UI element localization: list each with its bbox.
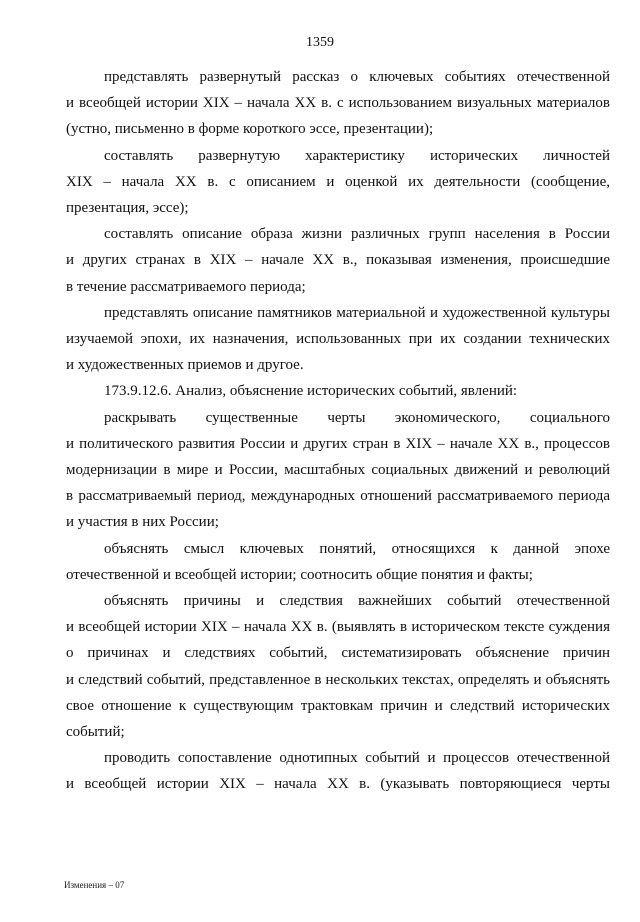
text-line: составлять описание образа жизни различных групп населения в России bbox=[104, 226, 610, 243]
paragraph bbox=[66, 378, 610, 404]
text-line: 173.9.12.6. Анализ, объяснение исторических событий, явлений: bbox=[104, 383, 518, 400]
text-line: проводить сопоставление однотипных событий и процессов отечественной bbox=[104, 750, 610, 767]
text-line: и всеобщей истории XIX – начала XX в. с использованием визуальных материалов bbox=[66, 95, 610, 112]
text-line: представлять описание памятников материальной и художественной культуры bbox=[104, 304, 610, 321]
text-line: событий; bbox=[66, 724, 125, 741]
paragraph bbox=[66, 143, 610, 222]
text-line: в течение рассматриваемого периода; bbox=[66, 278, 306, 295]
text-line: и всеобщей истории XIX – начала XX в. (выявлять в историческом тексте суждения bbox=[66, 619, 610, 636]
text-line: раскрывать существенные черты экономического, социального bbox=[104, 409, 610, 426]
paragraph bbox=[66, 300, 610, 379]
text-line: представлять развернутый рассказ о ключевых событиях отечественной bbox=[104, 69, 610, 85]
paragraph bbox=[66, 745, 610, 797]
text-line: свое отношение к существующим трактовкам причин и следствий исторических bbox=[66, 697, 610, 714]
text-line: в рассматриваемый период, международных отношений рассматриваемого периода bbox=[66, 488, 610, 505]
text-line: о причинах и следствиях событий, систематизировать объяснение причин bbox=[66, 645, 610, 662]
text-line: и участия в них России; bbox=[66, 514, 219, 531]
paragraph bbox=[66, 64, 610, 143]
text-line: отечественной и всеобщей истории; соотносить общие понятия и факты; bbox=[66, 566, 533, 583]
text-line: XIX – начала XX в. с описанием и оценкой их деятельности (сообщение, bbox=[66, 173, 610, 190]
paragraph bbox=[66, 536, 610, 588]
text-line: и следствий событий, представленное в нескольких текстах, определять и объяснять bbox=[66, 671, 610, 688]
text-line: составлять развернутую характеристику исторических личностей bbox=[104, 147, 610, 164]
footer-note: Изменения – 07 bbox=[64, 880, 125, 890]
paragraph bbox=[66, 221, 610, 300]
text-line: объяснять смысл ключевых понятий, относящихся к данной эпохе bbox=[104, 540, 610, 557]
text-line: модернизации в мире и России, масштабных социальных движений и революций bbox=[66, 462, 610, 479]
text-line: и всеобщей истории XIX – начала XX в. (указывать повторяющиеся черты bbox=[66, 776, 610, 793]
text-line: изучаемой эпохи, их назначения, использованных при их создании технических bbox=[66, 331, 610, 348]
text-line: и других странах в XIX – начале XX в., показывая изменения, происшедшие bbox=[66, 252, 610, 269]
body-text bbox=[66, 64, 610, 798]
page-number: 1359 bbox=[306, 35, 334, 50]
text-line: объяснять причины и следствия важнейших событий отечественной bbox=[104, 593, 610, 610]
paragraph bbox=[66, 405, 610, 536]
paragraph bbox=[66, 588, 610, 745]
text-line: и художественных приемов и другое. bbox=[66, 357, 304, 374]
text-line: и политического развития России и других стран в XIX – начале XX в., процессов bbox=[66, 435, 610, 452]
text-line: (устно, письменно в форме короткого эссе, презентации); bbox=[66, 121, 434, 138]
text-line: презентация, эссе); bbox=[66, 200, 189, 217]
